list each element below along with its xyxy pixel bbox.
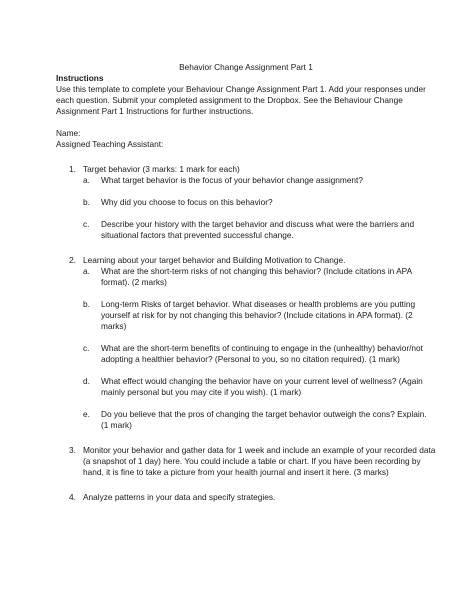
subquestion-text: What target behavior is the focus of your behavior change assignment?: [101, 175, 363, 185]
question-4: [56, 492, 436, 503]
question-1: [56, 164, 436, 241]
subquestion-list: [83, 175, 436, 241]
ta-label: Assigned Teaching Assistant:: [56, 139, 164, 149]
instructions-heading: Instructions: [56, 73, 104, 83]
question-number: 4.: [69, 492, 76, 502]
subquestion-letter: d.: [83, 376, 90, 386]
subquestion-text: Do you believe that the pros of changing the target behavior outweigh the cons? Explain. (1 mark): [101, 409, 427, 430]
subquestion-1c: [83, 219, 436, 241]
subquestion-text: Describe your history with the target behavior and discuss what were the barriers and situational factors that prevented successful change.: [101, 219, 415, 240]
subquestion-1b: [83, 197, 436, 208]
subquestion-2e: [83, 409, 436, 431]
subquestion-2c: [83, 343, 436, 365]
subquestion-text: What are the short-term benefits of continuing to engage in the (unhealthy) behavior/not adopting a healthier behavior? (Personal to you, so no citation required). (1 mark): [101, 343, 423, 364]
question-text: Monitor your behavior and gather data for 1 week and include an example of your recorded data (a snapshot of 1 day) here. You could include a table or chart. If you have been recording by hand, it is fine to take a picture from your health journal and insert it here. (3 marks): [83, 445, 436, 477]
subquestion-2d: [83, 376, 436, 398]
subquestion-1a: [83, 175, 436, 186]
question-2: [56, 255, 436, 431]
subquestion-text: Why did you choose to focus on this behavior?: [101, 197, 273, 207]
subquestion-letter: c.: [83, 219, 90, 229]
subquestion-text: What effect would changing the behavior have on your current level of wellness? (Again mainly personal but you may cite if you wish). (1 mark): [101, 376, 423, 397]
question-text: Analyze patterns in your data and specify strategies.: [83, 492, 276, 502]
question-list: [56, 164, 436, 503]
subquestion-2a: [83, 266, 436, 288]
student-info: [56, 128, 436, 150]
subquestion-2b: [83, 299, 436, 332]
subquestion-text: Long-term Risks of target behavior. What diseases or health problems are you putting yourself at risk for by not changing this behavior? (Include citations in APA format). (2 marks): [101, 299, 416, 331]
subquestion-letter: a.: [83, 266, 90, 276]
question-text: Learning about your target behavior and Building Motivation to Change.: [83, 255, 346, 265]
question-number: 3.: [69, 445, 76, 455]
name-label: Name:: [56, 128, 81, 138]
subquestion-letter: c.: [83, 343, 90, 353]
question-number: 2.: [69, 255, 76, 265]
subquestion-letter: e.: [83, 409, 90, 419]
document-page: [56, 62, 436, 517]
subquestion-list: [83, 266, 436, 431]
question-number: 1.: [69, 164, 76, 174]
subquestion-text: What are the short-term risks of not changing this behavior? (Include citations in APA format). (2 marks): [101, 266, 412, 287]
question-3: [56, 445, 436, 478]
question-text: Target behavior (3 marks: 1 mark for each): [83, 164, 240, 174]
instructions-text: Use this template to complete your Behaviour Change Assignment Part 1. Add your responses under each question. Submit your completed assignment to the Dropbox. See the Behaviour Change Assignment Part 1 Instructions for further instructions.: [56, 84, 426, 116]
subquestion-letter: a.: [83, 175, 90, 185]
subquestion-letter: b.: [83, 197, 90, 207]
document-title: Behavior Change Assignment Part 1: [179, 62, 313, 72]
subquestion-letter: b.: [83, 299, 90, 309]
